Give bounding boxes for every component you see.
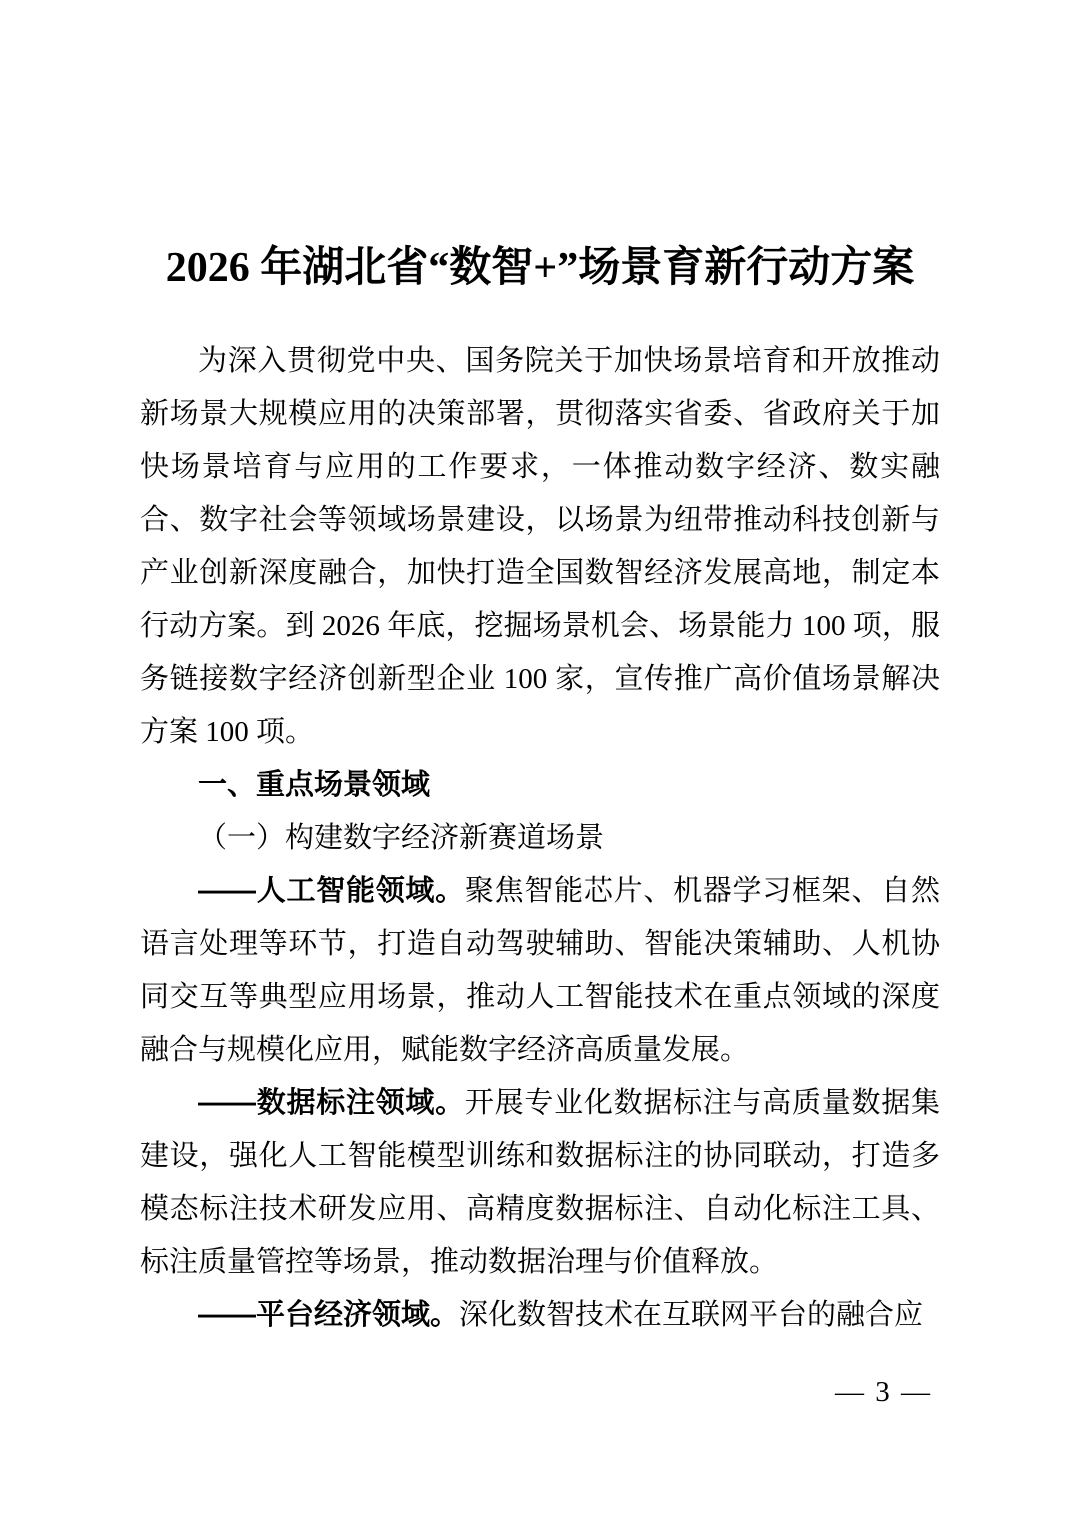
subsection-heading: （一）构建数字经济新赛道场景 <box>198 822 605 855</box>
paragraph-ai-field-lead: ——人工智能领域。 <box>198 875 465 908</box>
paragraph-data-annotation-field-body: 开展专业化数据标注与高质量数据集建设，强化人工智能模型训练和数据标注的协同联动，打造多模态标注技术研发应用、高精度数据标注、自动化标注工具、标注质量管控等场景，推动数据治理与价值释放。 <box>140 1087 940 1279</box>
paragraph-ai-field <box>140 865 940 1077</box>
paragraph-platform-economy-field-lead: ——平台经济领域。 <box>198 1299 460 1332</box>
page-number: — 3 — <box>835 1376 932 1408</box>
section-heading: 一、重点场景领域 <box>198 769 431 802</box>
paragraph-platform-economy-field-body: 深化数智技术在互联网平台的融合应 <box>459 1299 924 1332</box>
paragraph-data-annotation-field-lead: ——数据标注领域。 <box>198 1087 465 1120</box>
document-body <box>140 335 940 1342</box>
intro-paragraph: 为深入贯彻党中央、国务院关于加快场景培育和开放推动新场景大规模应用的决策部署，贯彻落实省委、省政府关于加快场景培育与应用的工作要求，一体推动数字经济、数实融合、数字社会等领域场景建设，以场景为纽带推动科技创新与产业创新深度融合，加快打造全国数智经济发展高地，制定本行动方案。到 2026 年底，挖掘场景机会、场景能力 100 项，服务链接数字经济创新型企业 100 家，宣传推广高价值场景解决方案 100 项。 <box>140 345 940 749</box>
paragraph-platform-economy-field <box>140 1289 940 1342</box>
document-page <box>140 0 940 1342</box>
paragraph-data-annotation-field <box>140 1077 940 1289</box>
paragraph-ai-field-body: 聚焦智能芯片、机器学习框架、自然语言处理等环节，打造自动驾驶辅助、智能决策辅助、人机协同交互等典型应用场景，推动人工智能技术在重点领域的深度融合与规模化应用，赋能数字经济高质量发展。 <box>140 875 940 1067</box>
document-title: 2026 年湖北省“数智+”场景育新行动方案 <box>165 245 915 291</box>
